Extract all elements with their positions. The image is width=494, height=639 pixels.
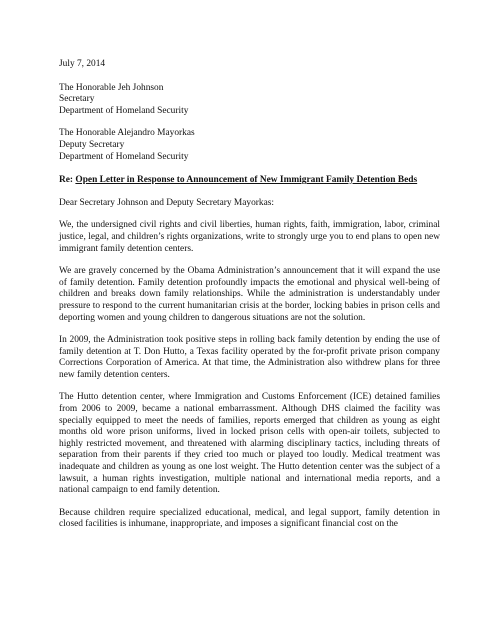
subject-text: Open Letter in Response to Announcement of New Immigrant Family Detention Beds [75, 175, 418, 186]
recipient-department: Department of Homeland Security [59, 105, 189, 116]
letter-date: July 7, 2014 [59, 59, 106, 69]
recipient-title: Deputy Secretary [59, 139, 125, 150]
recipient-block-1 [59, 83, 440, 118]
subject-line [59, 175, 440, 187]
subject-label: Re: [59, 175, 74, 186]
letter-body [59, 59, 440, 531]
recipient-name: The Honorable Jeh Johnson [59, 82, 164, 93]
recipient-block-2 [59, 128, 440, 163]
paragraph-5: Because children require specialized educational, medical, and legal support, family detention in closed facilities is inhumane, inappropriate, and imposes a significant financial cost on the [59, 507, 440, 530]
recipient-department: Department of Homeland Security [59, 151, 189, 162]
paragraph-3: In 2009, the Administration took positive steps in rolling back family detention by ending the use of family detention at T. Don Hutto, a Texas facility operated by the for-profit private prison company Corrections Corporation of America. At that time, the Administration also withdrew plans for three new family detention centers. [59, 335, 440, 380]
paragraph-4: The Hutto detention center, where Immigration and Customs Enforcement (ICE) detained families from 2006 to 2009, became a national embarrassment. Although DHS claimed the facility was specially equipped to meet the needs of families, reports emerged that children as young as eight months old wore prison uniforms, lived in locked prison cells with open-air toilets, subjected to highly restricted movement, and threatened with alarming disciplinary tactics, including threats of separation from their parents if they cried too much or played too loudly. Medical treatment was inadequate and children as young as one lost weight. The Hutto detention center was the subject of a lawsuit, a human rights investigation, multiple national and international media reports, and a national campaign to end family detention. [59, 392, 440, 496]
recipient-title: Secretary [59, 94, 95, 105]
salutation: Dear Secretary Johnson and Deputy Secretary Mayorkas: [59, 197, 275, 208]
recipient-name: The Honorable Alejandro Mayorkas [59, 128, 195, 139]
paragraph-2: We are gravely concerned by the Obama Administration’s announcement that it will expand the use of family detention. Family detention profoundly impacts the emotional and physical well-being of children and breaks down family relationships. While the administration is understandably under pressure to respond to the current humanitarian crisis at the border, locking babies in prison cells and deporting women and young children to dangerous situations are not the solution. [59, 266, 440, 323]
paragraph-1: We, the undersigned civil rights and civil liberties, human rights, faith, immigration, labor, criminal justice, legal, and children’s rights organizations, write to strongly urge you to end plans to open new immigrant family detention centers. [59, 220, 440, 254]
